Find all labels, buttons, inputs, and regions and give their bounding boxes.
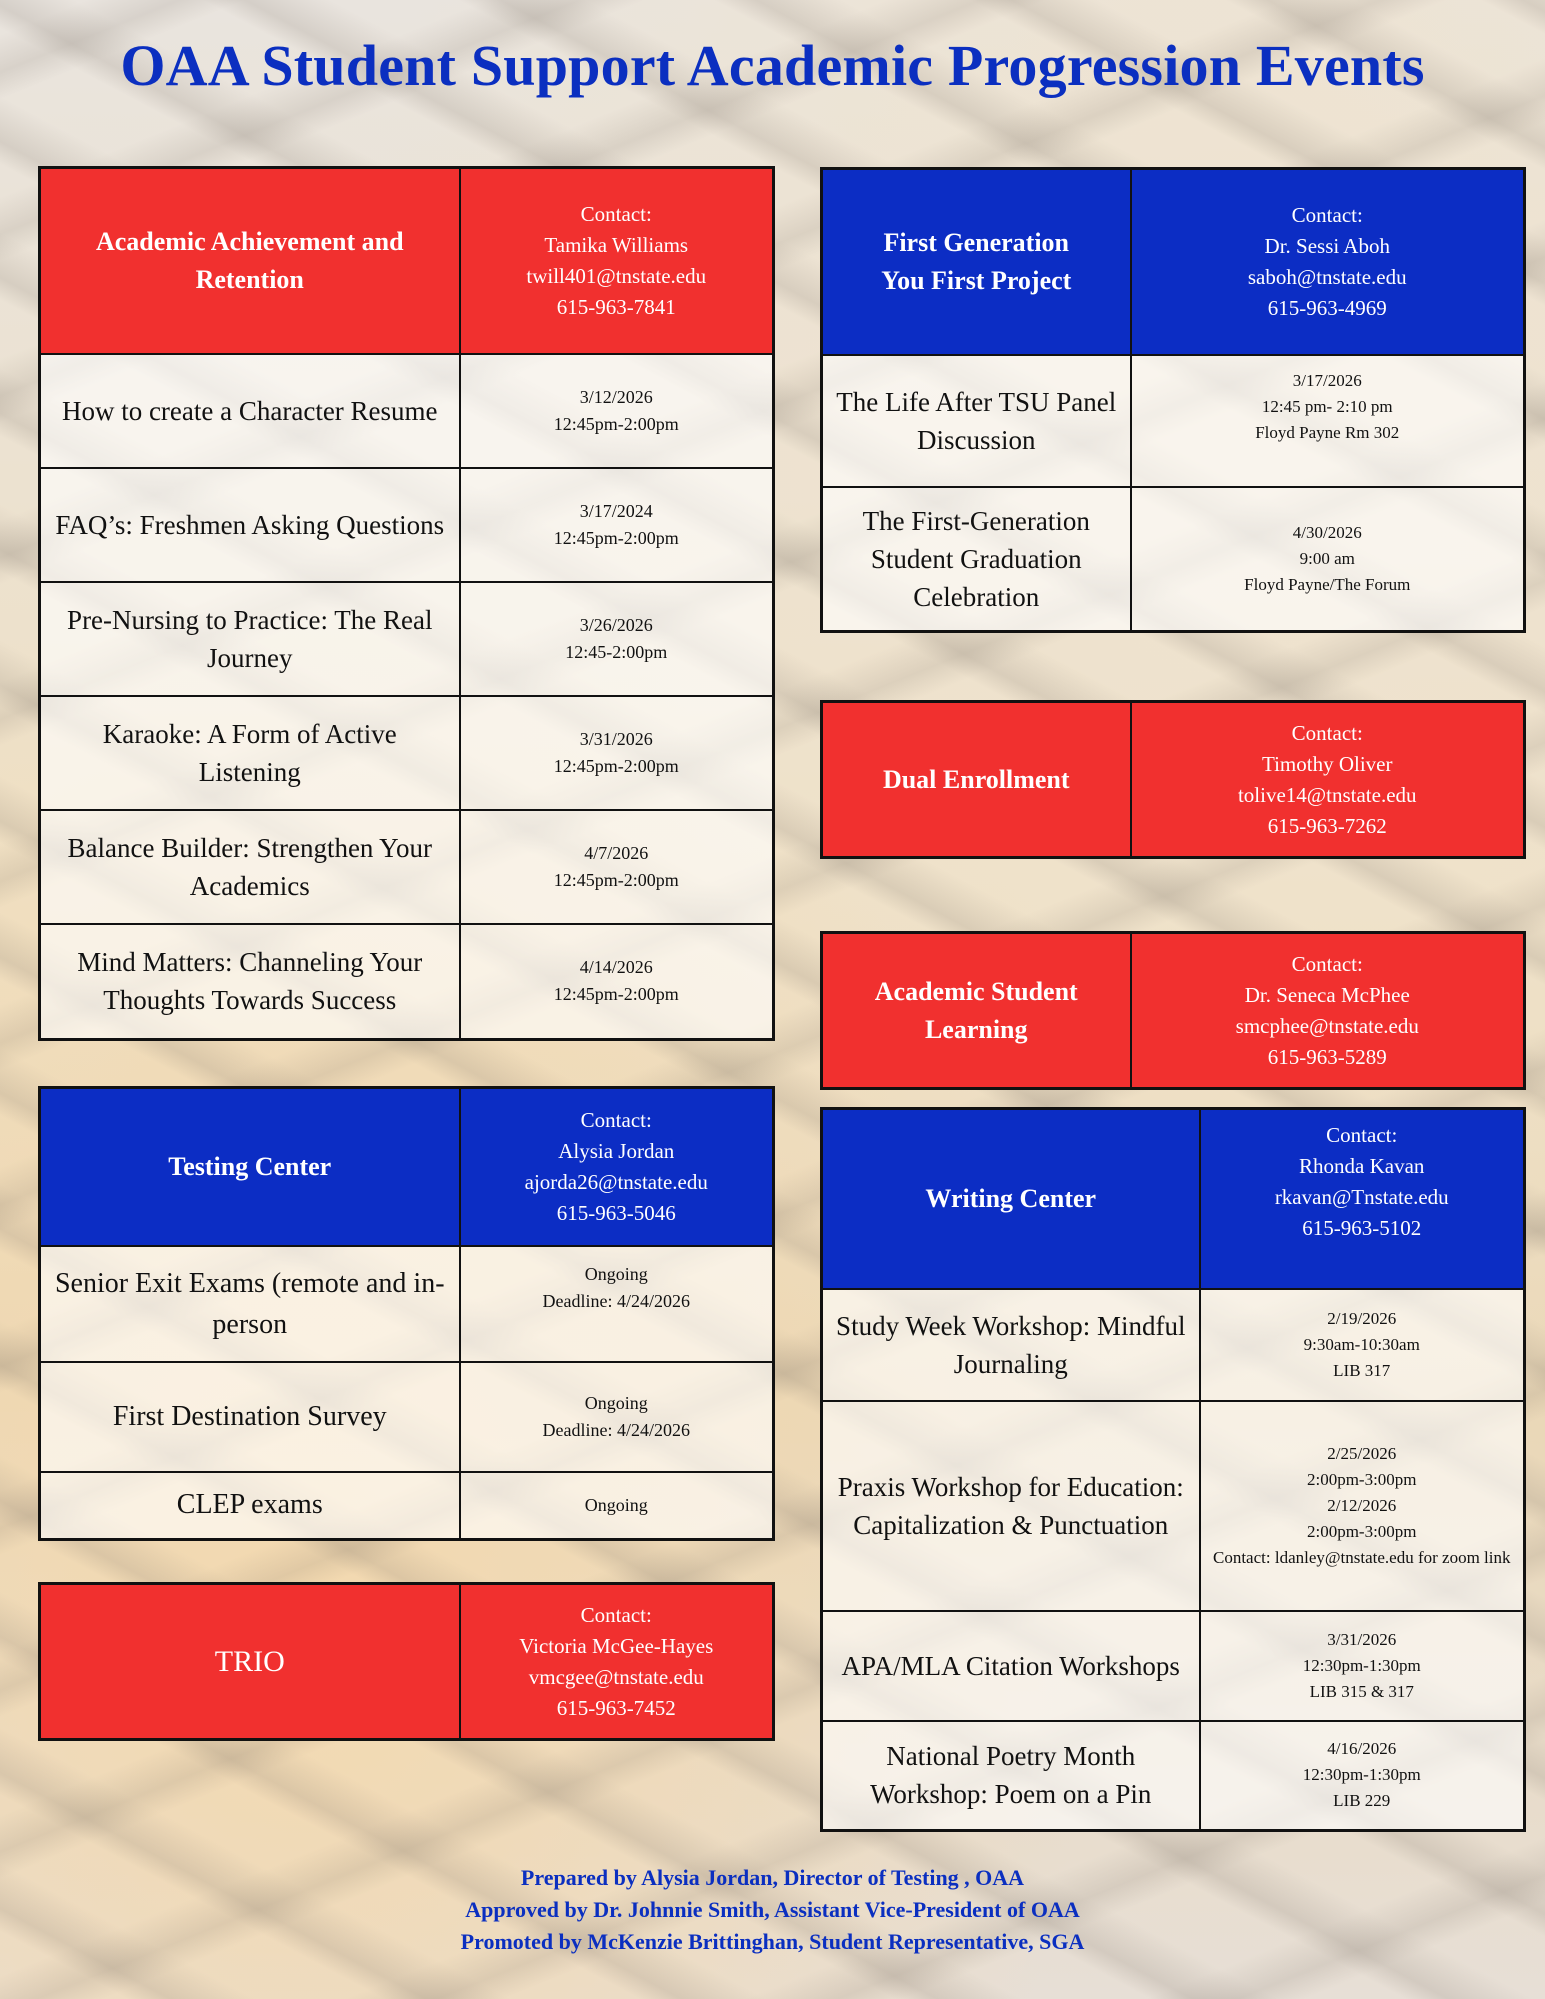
event-date: 3/12/2026 xyxy=(579,386,653,407)
event-location: Floyd Payne Rm 302 xyxy=(1255,422,1400,442)
contact-name: Tamika Williams xyxy=(544,232,689,257)
event-name: National Poetry Month Workshop: Poem on a Pin xyxy=(822,1721,1200,1831)
contact-email[interactable]: ajorda26@tnstate.edu xyxy=(524,1169,708,1194)
event-name: Study Week Workshop: Mindful Journaling xyxy=(822,1289,1200,1401)
trio-table xyxy=(38,1582,775,1741)
event-name: FAQ’s: Freshmen Asking Questions xyxy=(40,468,460,582)
table-row xyxy=(40,1472,774,1540)
program-name: Academic Achievement and Retention xyxy=(40,168,460,354)
writing-center-header xyxy=(822,1109,1525,1289)
event-deadline: Deadline: 4/24/2026 xyxy=(542,1419,690,1440)
event-note: Contact: ldanley@tnstate.edu for zoom link xyxy=(1213,1547,1511,1567)
contact-label: Contact: xyxy=(580,201,652,226)
program-name: Writing Center xyxy=(822,1109,1200,1289)
contact-block xyxy=(1131,169,1525,355)
event-datetime xyxy=(460,468,774,582)
contact-phone: 615-963-5046 xyxy=(556,1200,676,1225)
contact-block xyxy=(460,1088,774,1246)
event-date: 2/12/2026 xyxy=(1327,1495,1397,1515)
event-time: 2:00pm-3:00pm xyxy=(1306,1469,1417,1489)
footer-prepared: Prepared by Alysia Jordan, Director of Testing , OAA xyxy=(520,1865,1025,1890)
event-name: First Destination Survey xyxy=(40,1362,460,1472)
event-time: 12:30pm-1:30pm xyxy=(1302,1655,1421,1675)
trio-header xyxy=(40,1584,774,1740)
program-name-line1: First Generation xyxy=(883,227,1070,257)
contact-phone: 615-963-5102 xyxy=(1302,1216,1422,1240)
event-name: Mind Matters: Channeling Your Thoughts Towards Success xyxy=(40,924,460,1040)
event-name: The Life After TSU Panel Discussion xyxy=(822,355,1131,487)
contact-name: Timothy Oliver xyxy=(1262,751,1393,776)
testing-center-header xyxy=(40,1088,774,1246)
first-generation-header xyxy=(822,169,1525,355)
event-time: 2:00pm-3:00pm xyxy=(1306,1521,1417,1541)
dual-enrollment-header xyxy=(822,702,1525,858)
event-datetime xyxy=(1131,355,1525,487)
dual-enrollment-table xyxy=(820,700,1526,859)
event-time: 12:45pm-2:00pm xyxy=(553,413,679,434)
contact-name: Victoria McGee-Hayes xyxy=(519,1633,714,1658)
contact-email[interactable]: tolive14@tnstate.edu xyxy=(1237,782,1417,807)
event-time: 12:30pm-1:30pm xyxy=(1302,1765,1421,1785)
event-name: Balance Builder: Strengthen Your Academics xyxy=(40,810,460,924)
contact-label: Contact: xyxy=(1326,1123,1398,1147)
contact-block xyxy=(1131,933,1525,1089)
event-datetime xyxy=(460,582,774,696)
event-date: 4/7/2026 xyxy=(584,842,649,863)
contact-block xyxy=(1131,702,1525,858)
event-name: The First-Generation Student Graduation Celebration xyxy=(822,487,1131,632)
contact-name: Dr. Sessi Aboh xyxy=(1264,233,1390,258)
event-location: LIB 317 xyxy=(1333,1360,1391,1380)
contact-phone: 615-963-7262 xyxy=(1267,813,1387,838)
contact-email[interactable]: twill401@tnstate.edu xyxy=(526,263,707,288)
contact-label: Contact: xyxy=(1291,951,1363,976)
event-datetime xyxy=(460,696,774,810)
first-generation-table xyxy=(820,167,1526,633)
table-row xyxy=(822,355,1525,487)
event-date: 3/17/2024 xyxy=(579,500,653,521)
table-row xyxy=(40,354,774,468)
table-row xyxy=(822,1721,1525,1831)
event-status: Ongoing xyxy=(584,1494,648,1515)
event-date: 2/19/2026 xyxy=(1327,1308,1397,1328)
event-name: Senior Exit Exams (remote and in-person xyxy=(40,1246,460,1362)
program-name xyxy=(822,169,1131,355)
contact-label: Contact: xyxy=(580,1602,652,1627)
event-datetime xyxy=(1131,487,1525,632)
contact-label: Contact: xyxy=(1291,202,1363,227)
event-time: 12:45pm-2:00pm xyxy=(553,755,679,776)
academic-student-learning-header xyxy=(822,933,1525,1089)
event-time: 12:45pm-2:00pm xyxy=(553,984,679,1005)
event-datetime xyxy=(1200,1721,1525,1831)
event-status: Ongoing xyxy=(584,1263,648,1284)
program-name: Academic Student Learning xyxy=(822,933,1131,1089)
contact-name: Alysia Jordan xyxy=(558,1138,675,1163)
table-row xyxy=(822,1401,1525,1611)
table-row xyxy=(40,468,774,582)
page-title: OAA Student Support Academic Progression Events xyxy=(120,33,1425,98)
event-datetime xyxy=(1200,1401,1525,1611)
contact-name: Dr. Seneca McPhee xyxy=(1244,982,1410,1007)
event-location: LIB 315 & 317 xyxy=(1309,1681,1414,1701)
event-date: 4/14/2026 xyxy=(579,957,653,978)
contact-phone: 615-963-4969 xyxy=(1267,295,1387,320)
table-row xyxy=(40,924,774,1040)
contact-name: Rhonda Kavan xyxy=(1299,1154,1425,1178)
event-name: Pre-Nursing to Practice: The Real Journey xyxy=(40,582,460,696)
event-time: 9:00 am xyxy=(1299,548,1355,568)
event-time: 12:45pm-2:00pm xyxy=(553,869,679,890)
contact-email[interactable]: rkavan@Tnstate.edu xyxy=(1274,1185,1449,1209)
event-datetime xyxy=(460,810,774,924)
event-name: APA/MLA Citation Workshops xyxy=(822,1611,1200,1721)
event-date: 3/31/2026 xyxy=(579,728,653,749)
table-row xyxy=(40,582,774,696)
event-name: Praxis Workshop for Education: Capitalization & Punctuation xyxy=(822,1401,1200,1611)
event-date: 4/30/2026 xyxy=(1292,522,1362,542)
table-row xyxy=(822,1611,1525,1721)
event-date: 3/26/2026 xyxy=(579,614,653,635)
event-datetime xyxy=(1200,1611,1525,1721)
table-row xyxy=(40,696,774,810)
table-row xyxy=(40,810,774,924)
table-row xyxy=(40,1246,774,1362)
contact-email[interactable]: saboh@tnstate.edu xyxy=(1247,264,1407,289)
event-name: How to create a Character Resume xyxy=(40,354,460,468)
event-date: 2/25/2026 xyxy=(1327,1443,1397,1463)
footer-approved: Approved by Dr. Johnnie Smith, Assistant Vice-President of OAA xyxy=(465,1897,1080,1922)
program-name-line2: You First Project xyxy=(881,265,1072,295)
contact-block xyxy=(1200,1109,1525,1289)
event-location: LIB 229 xyxy=(1333,1791,1391,1811)
event-status: Ongoing xyxy=(584,1392,648,1413)
event-datetime xyxy=(460,924,774,1040)
program-name: TRIO xyxy=(40,1584,460,1740)
contact-email[interactable]: smcphee@tnstate.edu xyxy=(1235,1013,1419,1038)
event-datetime xyxy=(460,354,774,468)
academic-achievement-table xyxy=(38,166,775,1041)
event-time: 12:45pm-2:00pm xyxy=(553,527,679,548)
table-row xyxy=(40,1362,774,1472)
event-deadline: Deadline: 4/24/2026 xyxy=(542,1290,690,1311)
event-date: 3/31/2026 xyxy=(1327,1629,1397,1649)
contact-block xyxy=(460,1584,774,1740)
contact-label: Contact: xyxy=(1291,720,1363,745)
event-name: Karaoke: A Form of Active Listening xyxy=(40,696,460,810)
contact-label: Contact: xyxy=(580,1107,652,1132)
program-name: Dual Enrollment xyxy=(822,702,1131,858)
event-date: 3/17/2026 xyxy=(1292,370,1362,390)
testing-center-table xyxy=(38,1086,775,1541)
table-row xyxy=(822,487,1525,632)
event-time: 12:45-2:00pm xyxy=(565,641,668,662)
footer-promoted: Promoted by McKenzie Brittinghan, Student Representative, SGA xyxy=(460,1929,1085,1954)
program-name: Testing Center xyxy=(40,1088,460,1246)
event-datetime xyxy=(460,1362,774,1472)
contact-phone: 615-963-5289 xyxy=(1267,1044,1387,1069)
event-name: CLEP exams xyxy=(40,1472,460,1540)
event-datetime xyxy=(460,1472,774,1540)
event-date: 4/16/2026 xyxy=(1327,1739,1397,1759)
event-time: 9:30am-10:30am xyxy=(1303,1334,1420,1354)
event-time: 12:45 pm- 2:10 pm xyxy=(1261,396,1393,416)
event-datetime xyxy=(1200,1289,1525,1401)
contact-block xyxy=(460,168,774,354)
contact-email[interactable]: vmcgee@tnstate.edu xyxy=(528,1664,704,1689)
contact-phone: 615-963-7841 xyxy=(556,294,676,319)
event-datetime xyxy=(460,1246,774,1362)
academic-achievement-header xyxy=(40,168,774,354)
footer-credits xyxy=(0,1862,1545,1958)
event-location: Floyd Payne/The Forum xyxy=(1244,574,1411,594)
writing-center-table xyxy=(820,1107,1526,1832)
academic-student-learning-table xyxy=(820,931,1526,1090)
table-row xyxy=(822,1289,1525,1401)
contact-phone: 615-963-7452 xyxy=(556,1695,676,1720)
